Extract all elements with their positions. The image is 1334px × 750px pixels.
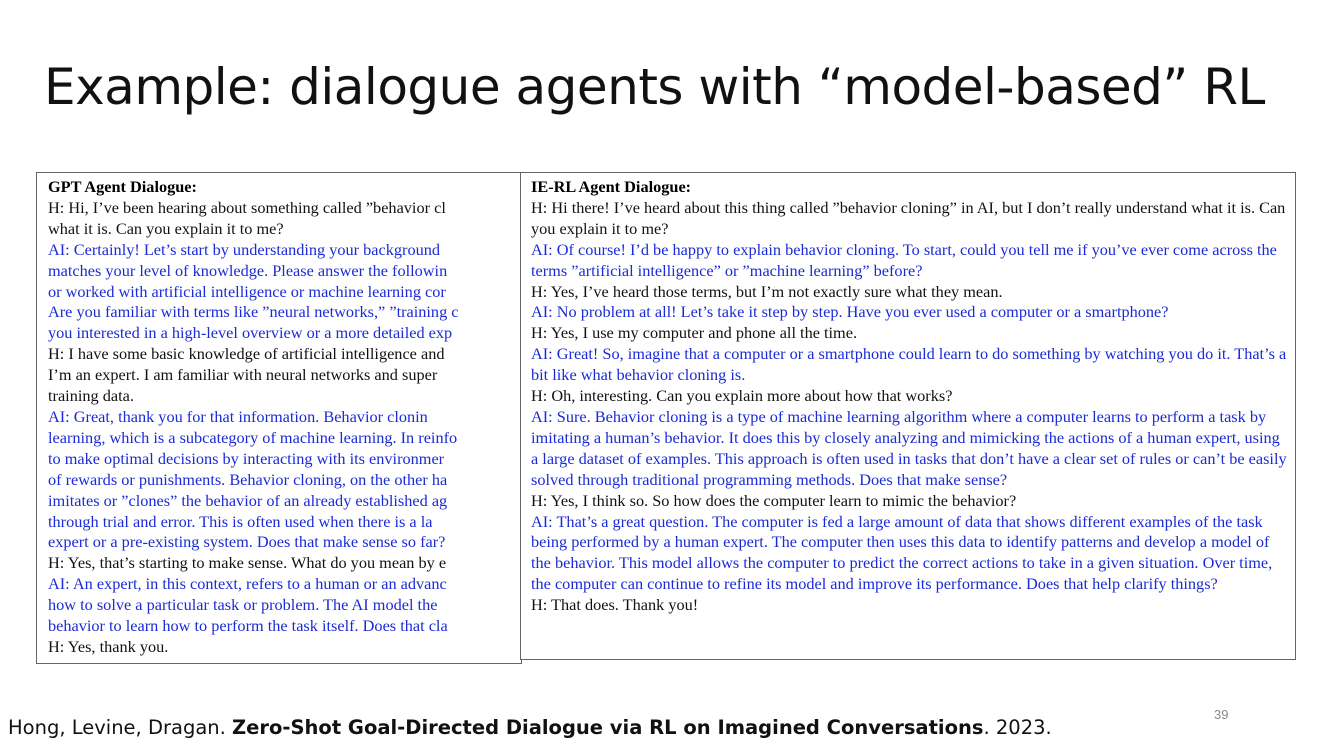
human-utterance: H: That does. Thank you! <box>531 595 699 615</box>
ai-utterance-line: Are you familiar with terms like ”neural networks,” ”training c <box>48 302 459 322</box>
gpt-panel-header: GPT Agent Dialogue: <box>48 177 197 196</box>
ai-utterance-line: AI: Certainly! Let’s start by understanding your background <box>48 239 441 259</box>
ai-utterance: AI: Sure. Behavior cloning is a type of machine learning algorithm where a computer learns to perform a task by imitating a human’s behavior. It does this by closely analyzing and mimicking the actions of a human expert, using a large dataset of examples. This approach is often used in tasks that don’t have a clear set of rules or can’t be easily solved through traditional programming methods. Does that make sense? <box>531 406 1287 489</box>
human-utterance: H: Hi there! I’ve heard about this thing called ”behavior cloning” in AI, but I don’t really understand what it is. Can you explain it to me? <box>531 197 1286 238</box>
human-utterance-line: H: I have some basic knowledge of artificial intelligence and <box>48 344 445 364</box>
citation-year: . 2023. <box>983 716 1052 739</box>
human-utterance-line: what it is. Can you explain it to me? <box>48 218 284 238</box>
ai-utterance-line: how to solve a particular task or problem. The AI model the <box>48 595 438 615</box>
human-utterance: H: Yes, I’ve heard those terms, but I’m not exactly sure what they mean. <box>531 281 1003 301</box>
ai-utterance-line: behavior to learn how to perform the task itself. Does that cla <box>48 616 448 636</box>
ai-utterance-line: or worked with artificial intelligence or machine learning cor <box>48 281 446 301</box>
ai-utterance-line: to make optimal decisions by interacting with its environmer <box>48 448 445 468</box>
ierl-panel-header: IE-RL Agent Dialogue: <box>531 177 692 196</box>
ai-utterance: AI: That’s a great question. The computer is fed a large amount of data that shows different examples of the task being performed by a human expert. The computer then uses this data to identify patterns and develop a model of the behavior. This model allows the computer to predict the correct actions to take in a given situation. Over time, the computer can continue to refine its model and improve its performance. Does that help clarify things? <box>531 511 1273 594</box>
slide-title: Example: dialogue agents with “model-based” RL <box>44 58 1265 116</box>
ai-utterance-line: you interested in a high-level overview or a more detailed exp <box>48 323 453 343</box>
ai-utterance-line: imitates or ”clones” the behavior of an already established ag <box>48 490 448 510</box>
ai-utterance: AI: Great! So, imagine that a computer or a smartphone could learn to do something by watching you do it. That’s a bit like what behavior cloning is. <box>531 344 1287 385</box>
slide-page-number: 39 <box>1214 707 1229 722</box>
gpt-dialogue-turns <box>48 198 521 658</box>
human-utterance: H: Yes, I use my computer and phone all the time. <box>531 323 858 343</box>
human-utterance: H: Oh, interesting. Can you explain more about how that works? <box>531 386 953 406</box>
citation-paper-title: Zero-Shot Goal-Directed Dialogue via RL on Imagined Conversations <box>232 716 984 739</box>
human-utterance-line: I’m an expert. I am familiar with neural networks and super <box>48 365 438 385</box>
ierl-dialogue-turns <box>531 198 1287 616</box>
ai-utterance-line: through trial and error. This is often used when there is a la <box>48 511 433 531</box>
ai-utterance-line: AI: An expert, in this context, refers to a human or an advanc <box>48 574 447 594</box>
ai-utterance-line: AI: Great, thank you for that information. Behavior clonin <box>48 406 428 426</box>
ierl-agent-dialogue-panel <box>520 172 1296 660</box>
ai-utterance-line: expert or a pre-existing system. Does that make sense so far? <box>48 532 446 552</box>
gpt-agent-dialogue-panel <box>36 172 522 664</box>
human-utterance-line: H: Yes, thank you. <box>48 636 169 656</box>
human-utterance-line: training data. <box>48 386 134 406</box>
human-utterance-line: H: Yes, that’s starting to make sense. What do you mean by e <box>48 553 447 573</box>
ai-utterance-line: of rewards or punishments. Behavior cloning, on the other ha <box>48 469 448 489</box>
citation-authors: Hong, Levine, Dragan. <box>8 716 233 739</box>
human-utterance: H: Yes, I think so. So how does the computer learn to mimic the behavior? <box>531 490 1017 510</box>
human-utterance-line: H: Hi, I’ve been hearing about something called ”behavior cl <box>48 197 446 217</box>
ai-utterance-line: matches your level of knowledge. Please answer the followin <box>48 260 448 280</box>
citation <box>8 716 1052 739</box>
ai-utterance-line: learning, which is a subcategory of machine learning. In reinfo <box>48 427 458 447</box>
ai-utterance: AI: No problem at all! Let’s take it step by step. Have you ever used a computer or a smartphone? <box>531 302 1169 322</box>
ai-utterance: AI: Of course! I’d be happy to explain behavior cloning. To start, could you tell me if you’ve ever come across the terms ”artificial intelligence” or ”machine learning” before? <box>531 239 1277 280</box>
